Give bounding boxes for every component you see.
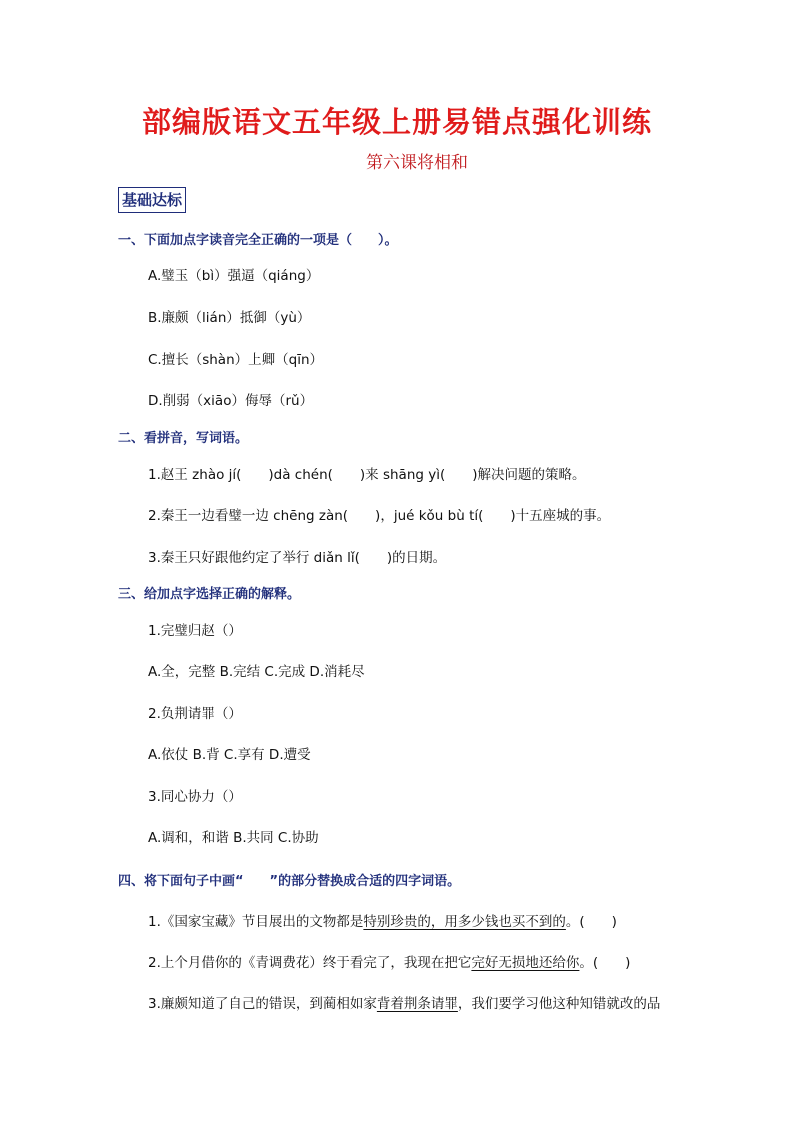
- sentence-1-pre: 1.《国家宝藏》节目展出的文物都是: [148, 914, 364, 930]
- question-3-item-1: 1.完璧归赵（）: [148, 623, 242, 639]
- question-2-heading: 二、看拼音，写词语。: [118, 431, 249, 446]
- question-4-sentence-1: [148, 910, 617, 930]
- sentence-2-underlined: 完好无损地还给你: [471, 955, 580, 971]
- question-2-item-1: 1.赵王 zhào jí( )dà chén( )来 shāng yì( )解决问题的策略。: [148, 467, 586, 483]
- sentence-2-post: 。( ): [579, 955, 631, 971]
- question-3-item-2: 2.负荆请罪（）: [148, 706, 242, 722]
- page-title: 部编版语文五年级上册易错点强化训练: [141, 105, 652, 139]
- question-3-options-2: A.依仗 B.背 C.享有 D.遭受: [148, 747, 311, 763]
- question-1-heading: 一、下面加点字读音完全正确的一项是（ ）。: [118, 233, 398, 248]
- question-4-sentence-3: [148, 992, 660, 1012]
- question-1-option-c: C.擅长（shàn）上卿（qīn）: [148, 352, 324, 368]
- page-subtitle: 第六课将相和: [366, 153, 468, 173]
- question-4-sentence-2: [148, 951, 630, 971]
- sentence-3-underlined: 背着荆条请罪: [376, 996, 458, 1012]
- sentence-2-pre: 2.上个月借你的《青调费花）终于看完了，我现在把它: [148, 955, 472, 971]
- question-3-item-3: 3.同心协力（）: [148, 789, 242, 805]
- section-badge: 基础达标: [118, 187, 186, 213]
- question-3-options-1: A.全，完整 B.完结 C.完成 D.消耗尽: [148, 664, 365, 680]
- question-1-option-b: B.廉颇（lián）抵御（yù）: [148, 310, 311, 326]
- question-4-heading: 四、将下面句子中画“ ”的部分替换成合适的四字词语。: [118, 874, 461, 889]
- question-1-option-d: D.削弱（xiāo）侮辱（rǔ）: [148, 393, 314, 409]
- sentence-3-post: ，我们要学习他这种知错就改的品: [457, 996, 661, 1012]
- question-1-option-a: A.璧玉（bì）强逼（qiáng）: [148, 268, 320, 284]
- sentence-1-post: 。( ): [565, 914, 617, 930]
- question-3-heading: 三、给加点字选择正确的解释。: [118, 587, 301, 602]
- question-2-item-2: 2.秦王一边看璧一边 chēng zàn( )，jué kǒu bù tí( )十五座城的事。: [148, 508, 611, 524]
- question-2-item-3: 3.秦王只好跟他约定了举行 diǎn lǐ( )的日期。: [148, 550, 447, 566]
- sentence-1-underlined: 特别珍贵的，用多少钱也买不到的: [363, 914, 566, 930]
- sentence-3-pre: 3.廉颇知道了自己的错误，到蔺相如家: [148, 996, 377, 1012]
- question-3-options-3: A.调和，和谐 B.共同 C.协助: [148, 830, 319, 846]
